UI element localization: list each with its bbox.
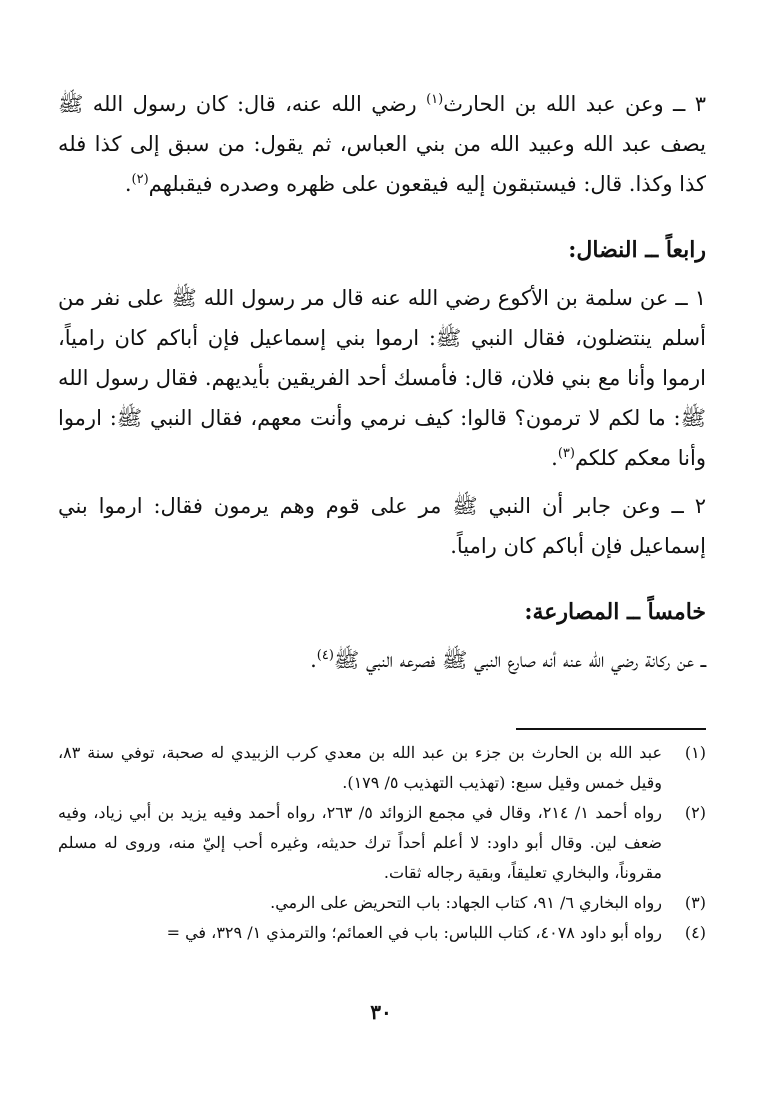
footnote-divider	[516, 728, 706, 730]
footnote-number: (٣)	[684, 893, 706, 912]
footnote-4	[58, 918, 706, 948]
wrestling-paragraph-1-end: .	[310, 648, 317, 672]
footnote-number: (١)	[684, 743, 706, 762]
paragraph-3	[58, 84, 706, 204]
footnote-number: (٤)	[684, 923, 706, 942]
footnotes	[58, 738, 706, 948]
wrestling-paragraph-1	[58, 640, 706, 680]
footnote-3	[58, 888, 706, 918]
wrestling-paragraph-1-body: ــ عن ركانة رضي الله عنه أنه صارع النبي ﷺ فصرعه النبي ﷺ	[333, 648, 706, 672]
footnote-ref-2[interactable]: (٢)	[131, 172, 149, 187]
heading-wrestling: خامساً ــ المصارعة:	[524, 599, 706, 625]
footnote-text: رواه البخاري ٦/ ٩١، كتاب الجهاد: باب التحريض على الرمي.	[270, 893, 662, 912]
footnote-ref-4[interactable]: (٤)	[316, 648, 334, 663]
footnote-2	[58, 798, 706, 888]
footnote-text: رواه أبو داود ٤٠٧٨، كتاب اللباس: باب في العمائم؛ والترمذي ١/ ٣٢٩، في =	[166, 923, 662, 942]
footnote-number: (٢)	[684, 803, 706, 822]
archery-paragraph-1-body: ١ ــ عن سلمة بن الأكوع رضي الله عنه قال مر رسول الله ﷺ على نفر من أسلم ينتضلون، فقال النبي ﷺ: ارموا بني إسماعيل فإن أباكم كان رامياً، ارموا وأنا مع بني فلان، قال: فأمسك أحد الفريقين بأيديهم. فقال رسول الله ﷺ: ما لكم لا ترمون؟ قالوا: كيف نرمي وأنت معهم، فقال النبي ﷺ: ارموا وأنا معكم كلكم	[58, 286, 706, 470]
paragraph-3-start: ٣ ــ وعن عبد الله بن الحارث	[443, 92, 706, 116]
footnote-text: رواه أحمد ١/ ٢١٤، وقال في مجمع الزوائد ٥/ ٢٦٣، رواه أحمد وفيه يزيد بن أبي زياد، وفيه ضعف لين. وقال أبو داود: لا أعلم أحداً ترك حديثه، وغيره أحب إليّ منه، وروى له مسلم مقروناً، والبخاري تعليقاً، وبقية رجاله ثقات.	[58, 803, 663, 882]
heading-archery: رابعاً ــ النضال:	[568, 237, 706, 263]
paragraph-3-end: .	[124, 172, 132, 196]
paragraph-3-body: رضي الله عنه، قال: كان رسول الله ﷺ يصف عبد الله وعبيد الله من بني العباس، ثم يقول: من سبق إلى كذا فله كذا وكذا. قال: فيستبقون إليه فيقعون على ظهره وصدره فيقبلهم	[58, 92, 706, 196]
page-number: ٣٠	[370, 1000, 392, 1024]
archery-paragraph-2: ٢ ــ وعن جابر أن النبي ﷺ مر على قوم وهم يرمون فقال: ارموا بني إسماعيل فإن أباكم كان رامياً.	[58, 494, 706, 558]
footnote-text: عبد الله بن الحارث بن جزء بن عبد الله بن معدي كرب الزبيدي له صحبة، توفي سنة ٨٣، وقيل خمس وقيل سبع: (تهذيب التهذيب ٥/ ١٧٩).	[58, 743, 662, 792]
footnote-ref-3[interactable]: (٣)	[557, 446, 575, 461]
footnote-ref-1[interactable]: (١)	[426, 92, 444, 107]
archery-paragraph-1	[58, 278, 706, 478]
main-text	[58, 72, 706, 680]
archery-paragraph-1-end: .	[551, 446, 558, 470]
footnote-1	[58, 738, 706, 798]
